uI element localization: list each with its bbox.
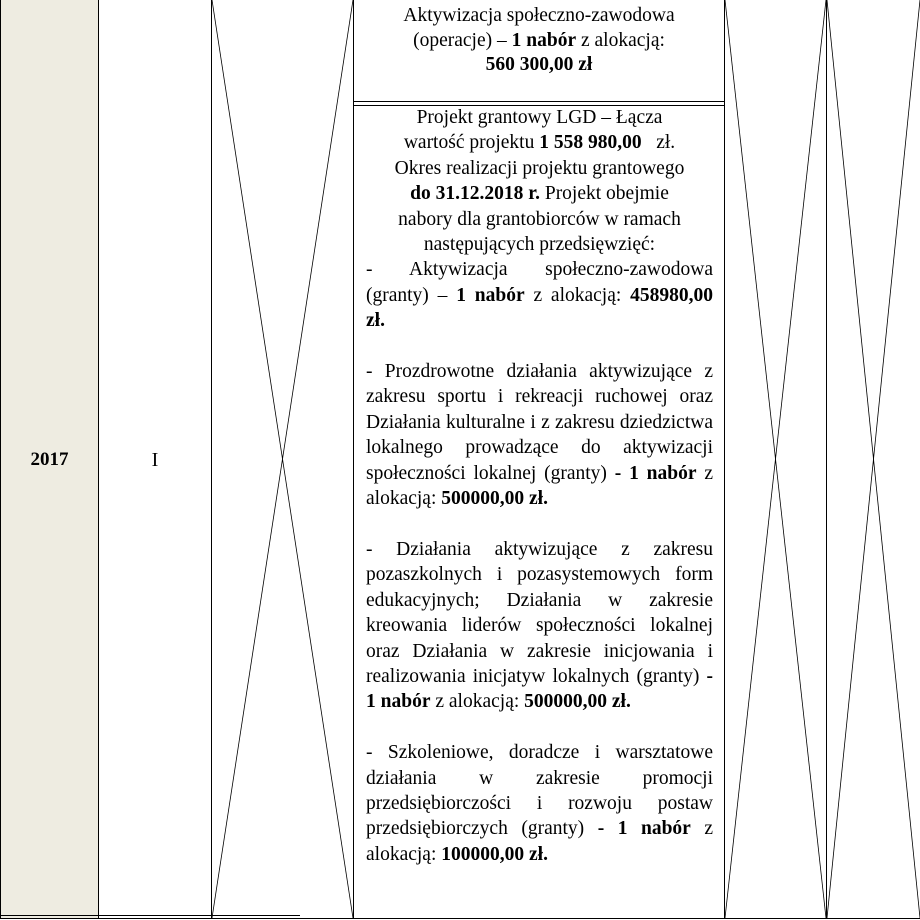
cross-mark-icon [725,0,826,918]
grant-period-date: do 31.12.2018 r. Projekt obejmie [410,183,669,205]
empty-crossed-cell-right-2 [827,0,920,918]
cross-mark-icon [212,0,353,918]
quarter-cell [99,0,212,918]
year-cell [0,0,99,918]
description-cell [354,0,725,918]
operation-amount: 560 300,00 zł [485,54,593,75]
grant-period-line: Okres realizacji projektu grantowego [394,157,685,179]
grant-items [366,257,713,867]
operation-block [354,4,724,78]
table-bottom-border [0,918,920,919]
grant-item: - Szkoleniowe, doradcze i warsztatowe działania w zakresie promocji przedsiębiorczości i rozwoju postaw przedsiębiorczych (granty) - 1 nabór z alokacją: 100000,00 zł. [366,742,714,865]
year-label: 2017 [30,449,69,470]
operation-line-1: Aktywizacja społeczno-zawodowa [403,5,675,26]
table-bottom-border-inner [0,915,300,916]
operation-line-2: (operacje) – 1 nabór z alokacją: [413,29,665,51]
grant-value: wartość projektu 1 558 980,00 zł. [403,132,676,154]
grant-title: Projekt grantowy LGD – Łącza [416,107,663,128]
grant-item: - Aktywizacja społeczno-zawodowa (granty) – 1 nabór z alokacją: 458980,00 zł. [366,259,713,332]
grant-item: - Działania aktywizujące z zakresu pozaszkolnych i pozasystemowych form edukacyjnych; Działania w zakresie kreowania liderów społeczności lokalnej oraz Działania w zakresie inicjowania i realizowania inicjatyw lokalnych (granty) - 1 nabór z alokacją: 500000,00 zł. [366,538,713,713]
grant-item: - Prozdrowotne działania aktywizujące z zakresu sportu i rekreacji ruchowej oraz Działania kulturalne i z zakresu dziedzictwa lokalnego prowadzące do aktywizacji społeczności lokalnej (granty) - 1 nabór z alokacją: 500000,00 zł. [366,361,714,510]
quarter-label: I [151,449,159,471]
grant-scope-line-1: nabory dla grantobiorców w ramach [398,208,681,230]
empty-crossed-cell-right-1 [725,0,827,918]
cross-mark-icon [827,0,920,918]
grant-scope-line-2: następujących przedsięwzięć: [423,234,656,256]
grant-project-block [366,105,713,867]
empty-crossed-cell-left [212,0,354,918]
